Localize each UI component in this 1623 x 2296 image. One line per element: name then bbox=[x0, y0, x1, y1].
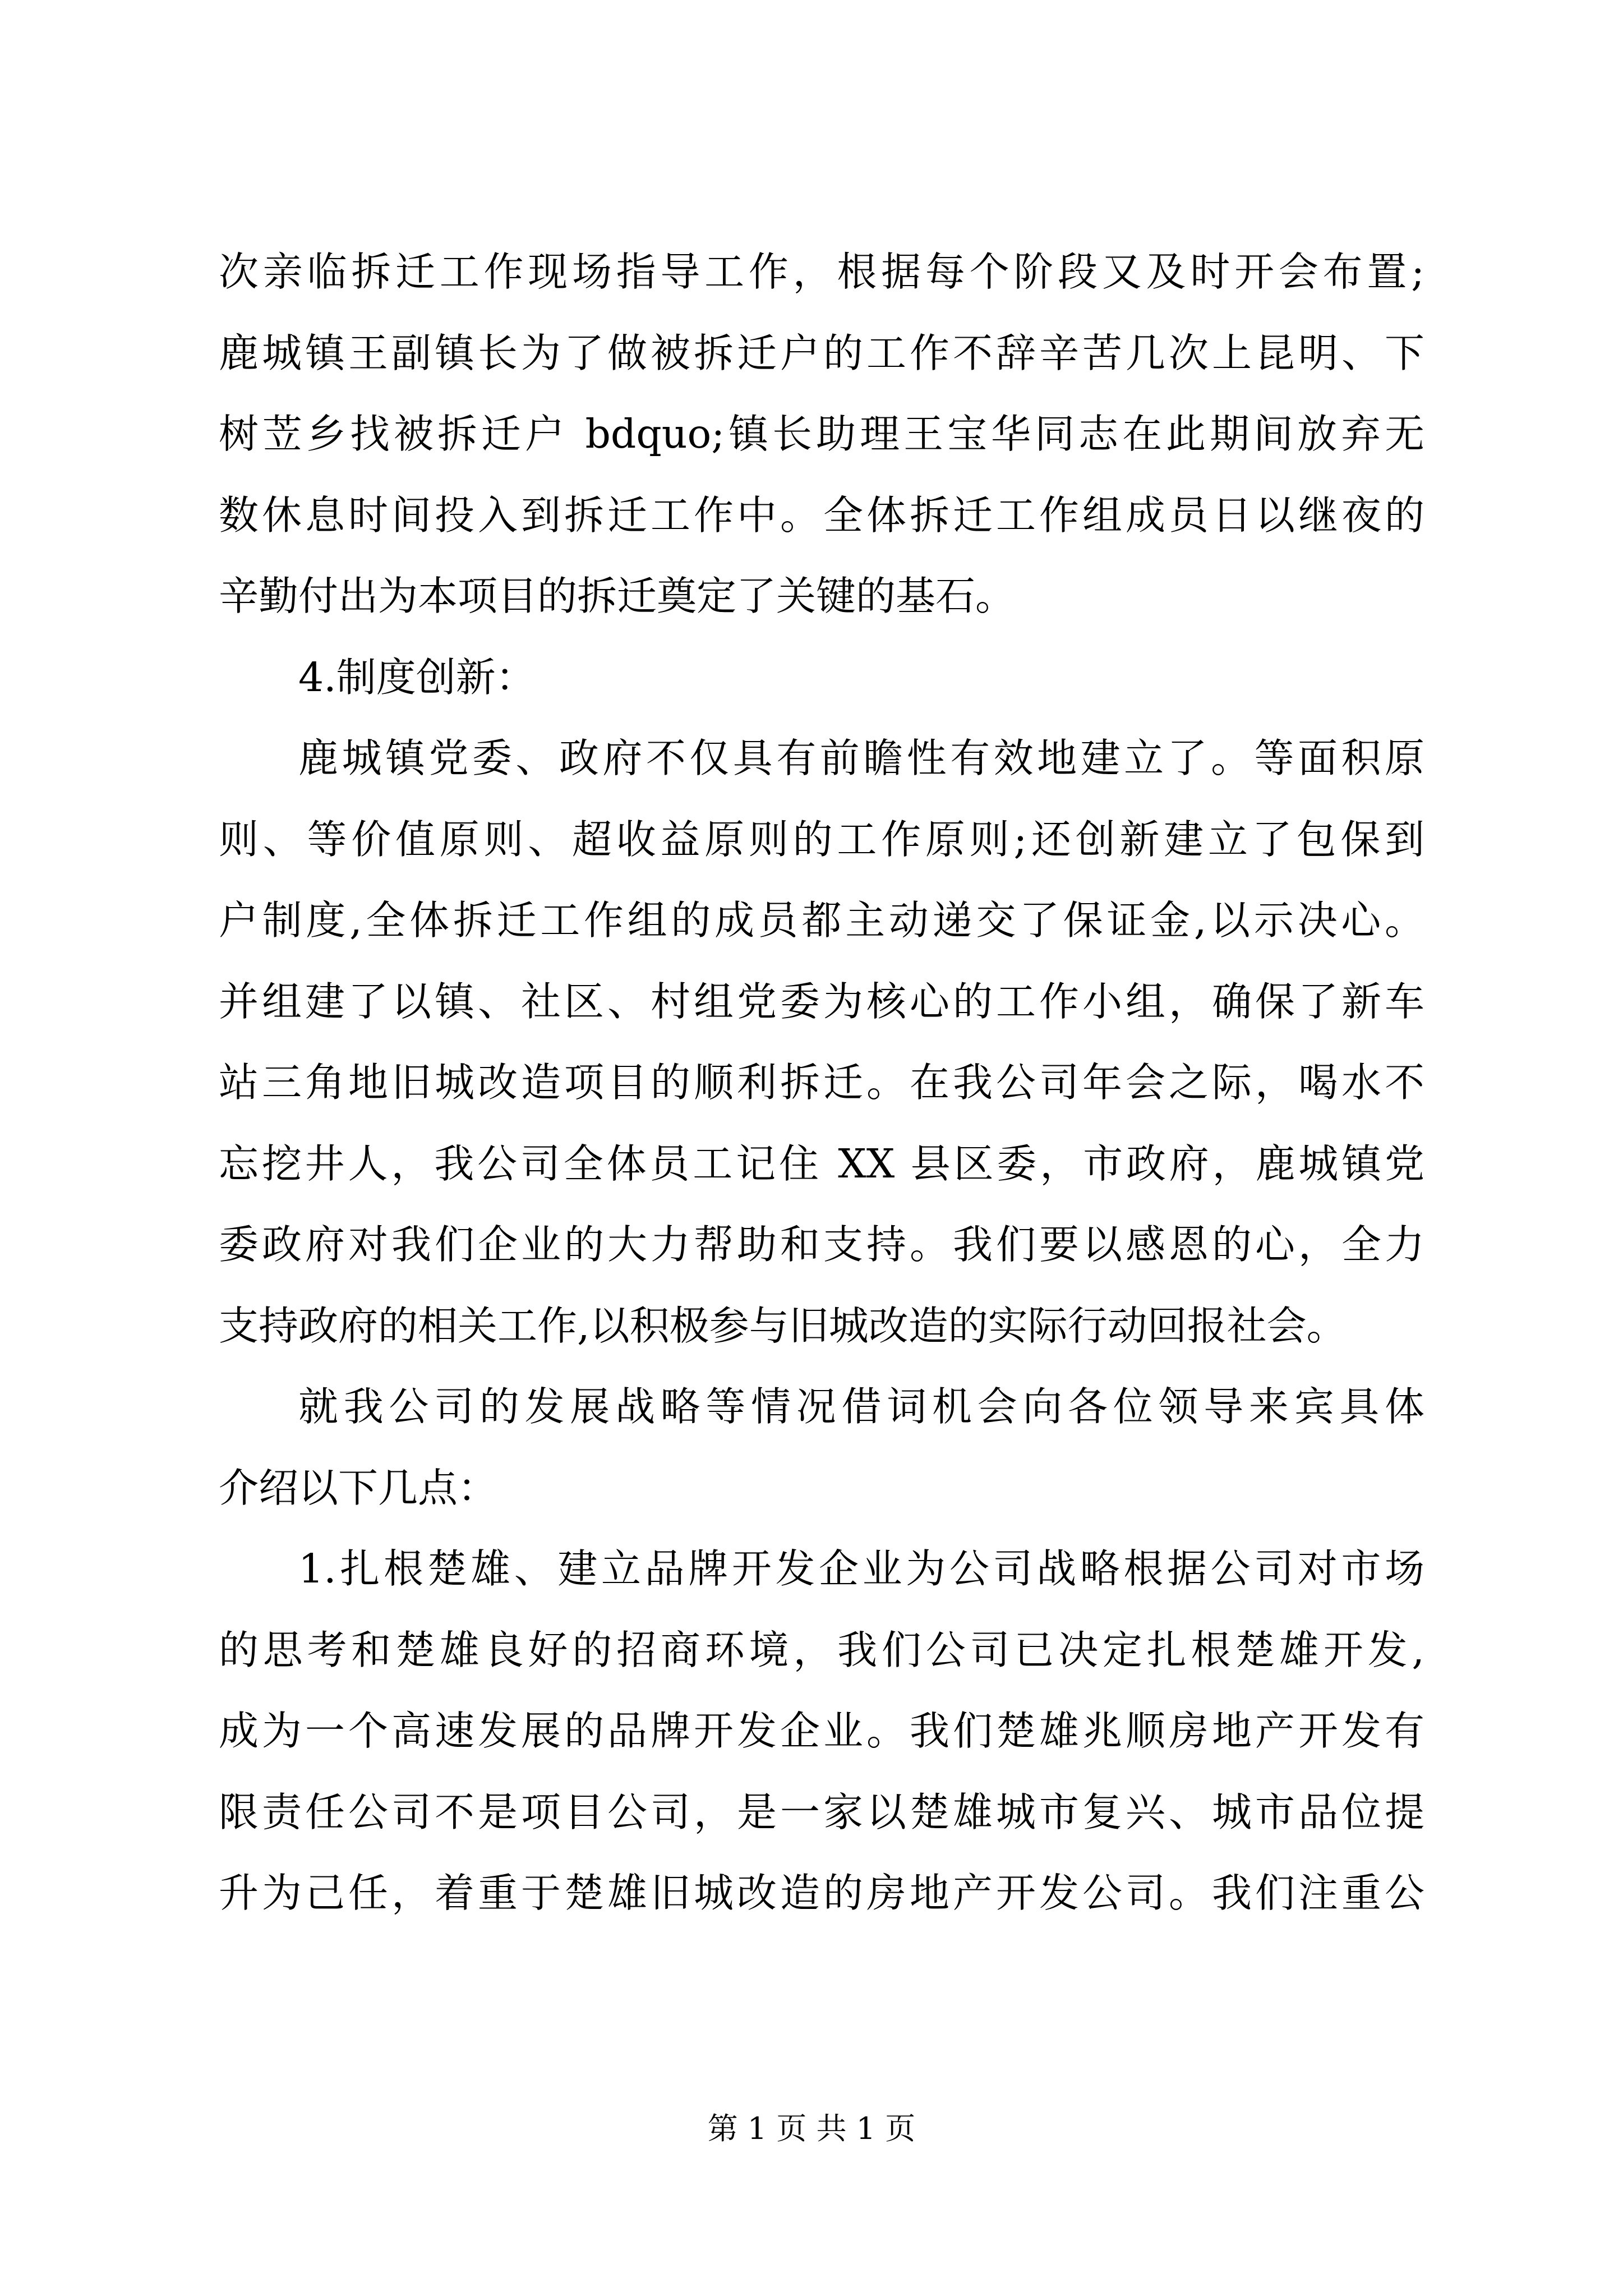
text-line: 并组建了以镇、社区、村组党委为核心的工作小组，确保了新车 bbox=[219, 978, 1424, 1025]
text-line: 的思考和楚雄良好的招商环境，我们公司已决定扎根楚雄开发, bbox=[219, 1626, 1424, 1673]
page-footer bbox=[0, 2109, 1623, 2148]
text-line: 站三角地旧城改造项目的顺利拆迁。在我公司年会之际，喝水不 bbox=[219, 1059, 1424, 1106]
text-line: 限责任公司不是项目公司，是一家以楚雄城市复兴、城市品位提 bbox=[219, 1788, 1424, 1835]
text-line: 支持政府的相关工作,以积极参与旧城改造的实际行动回报社会。 bbox=[219, 1302, 1347, 1349]
text-line: 次亲临拆迁工作现场指导工作，根据每个阶段又及时开会布置; bbox=[219, 249, 1424, 295]
text-line: 鹿城镇党委、政府不仅具有前瞻性有效地建立了。等面积原 bbox=[298, 735, 1424, 781]
text-line: 成为一个高速发展的品牌开发企业。我们楚雄兆顺房地产开发有 bbox=[219, 1708, 1424, 1754]
text-line: 则、等价值原则、超收益原则的工作原则;还创新建立了包保到 bbox=[219, 816, 1424, 863]
page-number: 第 1 页 共 1 页 bbox=[707, 2111, 916, 2146]
text-line: 升为己任，着重于楚雄旧城改造的房地产开发公司。我们注重公 bbox=[219, 1870, 1424, 1916]
text-line: 就我公司的发展战略等情况借词机会向各位领导来宾具体 bbox=[298, 1383, 1424, 1430]
paragraph-1 bbox=[219, 232, 1424, 637]
text-line: 树苙乡找被拆迁户 bdquo;镇长助理王宝华同志在此期间放弃无 bbox=[219, 411, 1424, 457]
text-line: 鹿城镇王副镇长为了做被拆迁户的工作不辞辛苦几次上昆明、下 bbox=[219, 329, 1424, 376]
text-line: 委政府对我们企业的大力帮助和支持。我们要以感恩的心，全力 bbox=[219, 1221, 1424, 1268]
text-line: 4.制度创新： bbox=[298, 654, 536, 701]
body-text bbox=[219, 232, 1424, 1934]
text-line: 数休息时间投入到拆迁工作中。全体拆迁工作组成员日以继夜的 bbox=[219, 491, 1424, 539]
text-line: 1.扎根楚雄、建立品牌开发企业为公司战略根据公司对市场 bbox=[298, 1545, 1424, 1592]
text-line: 户制度,全体拆迁工作组的成员都主动递交了保证金,以示决心。 bbox=[219, 897, 1424, 944]
section-heading-4 bbox=[219, 637, 1424, 719]
paragraph-3 bbox=[219, 718, 1424, 1366]
paragraph-5 bbox=[219, 1529, 1424, 1934]
paragraph-4 bbox=[219, 1366, 1424, 1529]
text-line: 辛勤付出为本项目的拆迁奠定了关键的基石。 bbox=[219, 573, 1016, 619]
text-line: 介绍以下几点： bbox=[219, 1464, 498, 1511]
text-line: 忘挖井人，我公司全体员工记住 XX 县区委，市政府，鹿城镇党 bbox=[219, 1140, 1424, 1187]
